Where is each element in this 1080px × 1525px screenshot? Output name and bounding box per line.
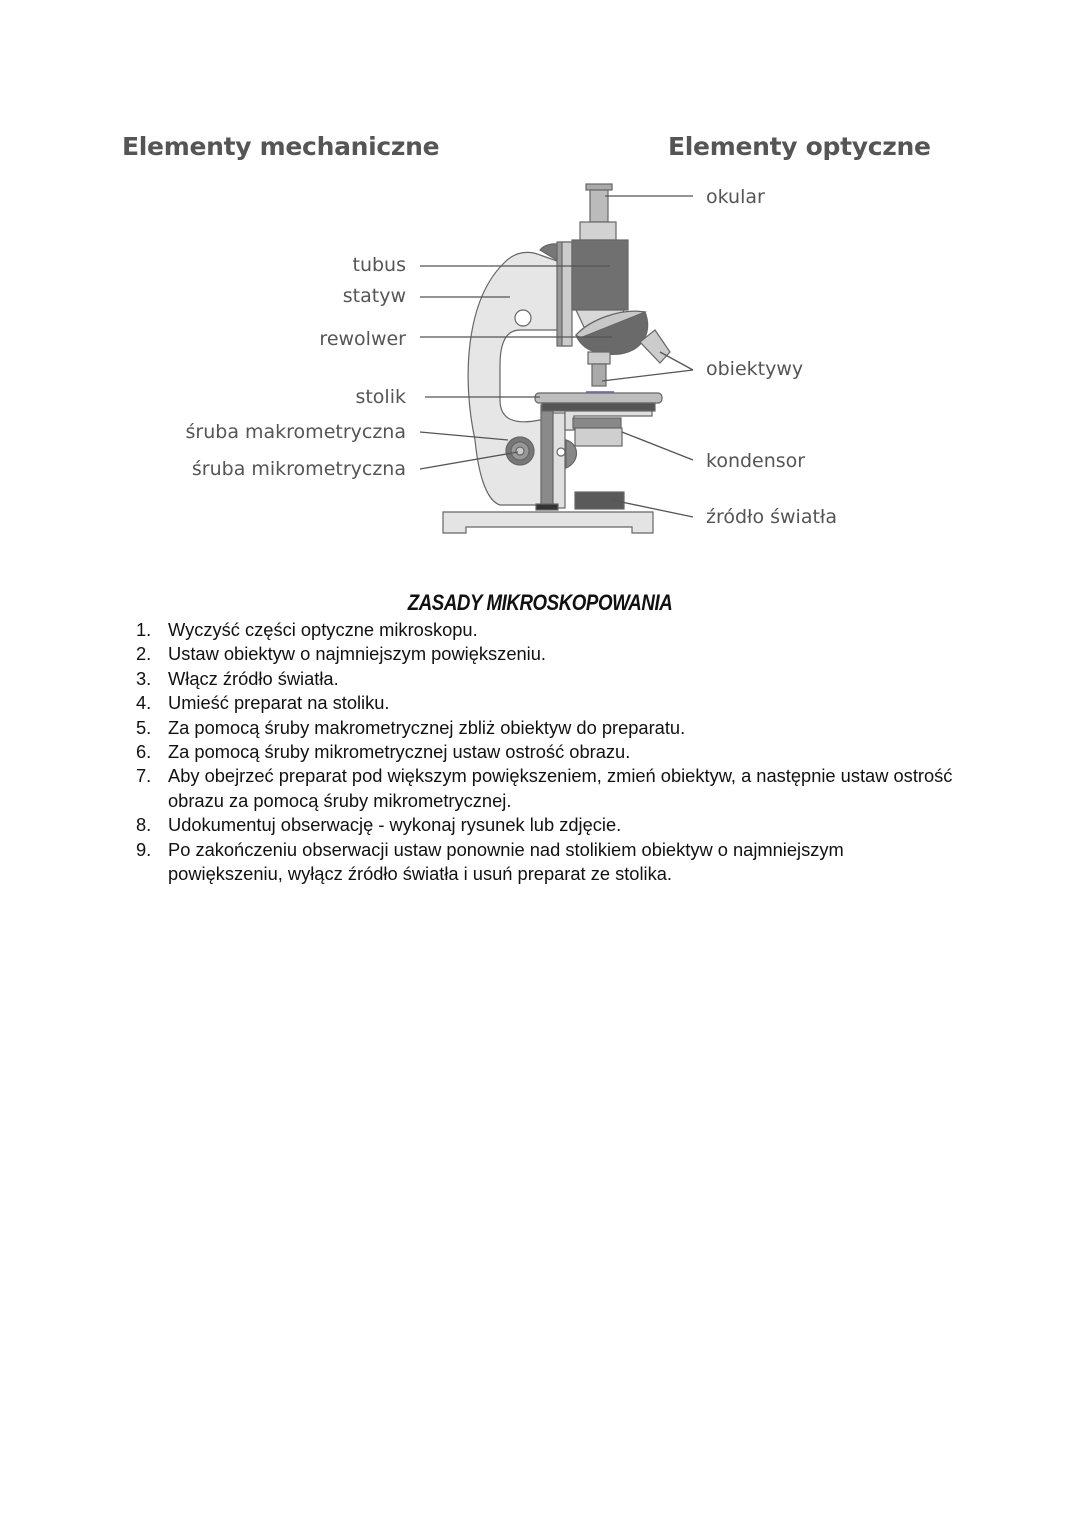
list-item: 8. Udokumentuj obserwację - wykonaj rysunek lub zdjęcie. (136, 814, 622, 836)
heading-mechanical: Elementy mechaniczne (122, 132, 440, 161)
label-okular: okular (706, 186, 765, 208)
label-zrodlo-swiatla: źródło światła (706, 506, 837, 528)
label-kondensor: kondensor (706, 450, 806, 472)
label-statyw: statyw (342, 285, 406, 307)
base (443, 512, 653, 533)
rules-list (0, 618, 1000, 886)
list-item: 6. Za pomocą śruby mikrometrycznej ustaw ostrość obrazu. (136, 741, 631, 763)
label-stolik: stolik (355, 386, 406, 408)
condenser (573, 418, 621, 428)
label-tubus: tubus (352, 254, 406, 276)
heading-optical: Elementy optyczne (668, 132, 931, 161)
list-item: 1. Wyczyść części optyczne mikroskopu. (136, 619, 478, 640)
label-sruba-mikro: śruba mikrometryczna (191, 458, 406, 480)
label-rewolwer: rewolwer (319, 328, 406, 350)
tube (572, 240, 628, 310)
label-obiektywy: obiektywy (706, 358, 804, 380)
stage (535, 393, 662, 403)
list-item: 2. Ustaw obiektyw o najmniejszym powiększeniu. (136, 643, 546, 665)
list-item: 9. Po zakończeniu obserwacji ustaw ponownie nad stolikiem obiektyw o najmniejszym powiększeniu, wyłącz źródło światła i usuń preparat ze stolika. (136, 838, 844, 885)
rules-title: ZASADY MIKROSKOPOWANIA (407, 590, 673, 615)
list-item: 3. Włącz źródło światła. (136, 667, 339, 689)
microscope-diagram (0, 0, 1080, 560)
list-item: 4. Umieść preparat na stoliku. (136, 692, 390, 714)
list-item: 5. Za pomocą śruby makrometrycznej zbliż obiektyw do preparatu. (136, 716, 686, 738)
list-item: 7. Aby obejrzeć preparat pod większym powiększeniem, zmień obiektyw, a następnie ustaw ostrość obrazu za pomocą śruby mikrometrycznej. (136, 765, 953, 811)
label-sruba-makro: śruba makrometryczna (185, 421, 406, 443)
